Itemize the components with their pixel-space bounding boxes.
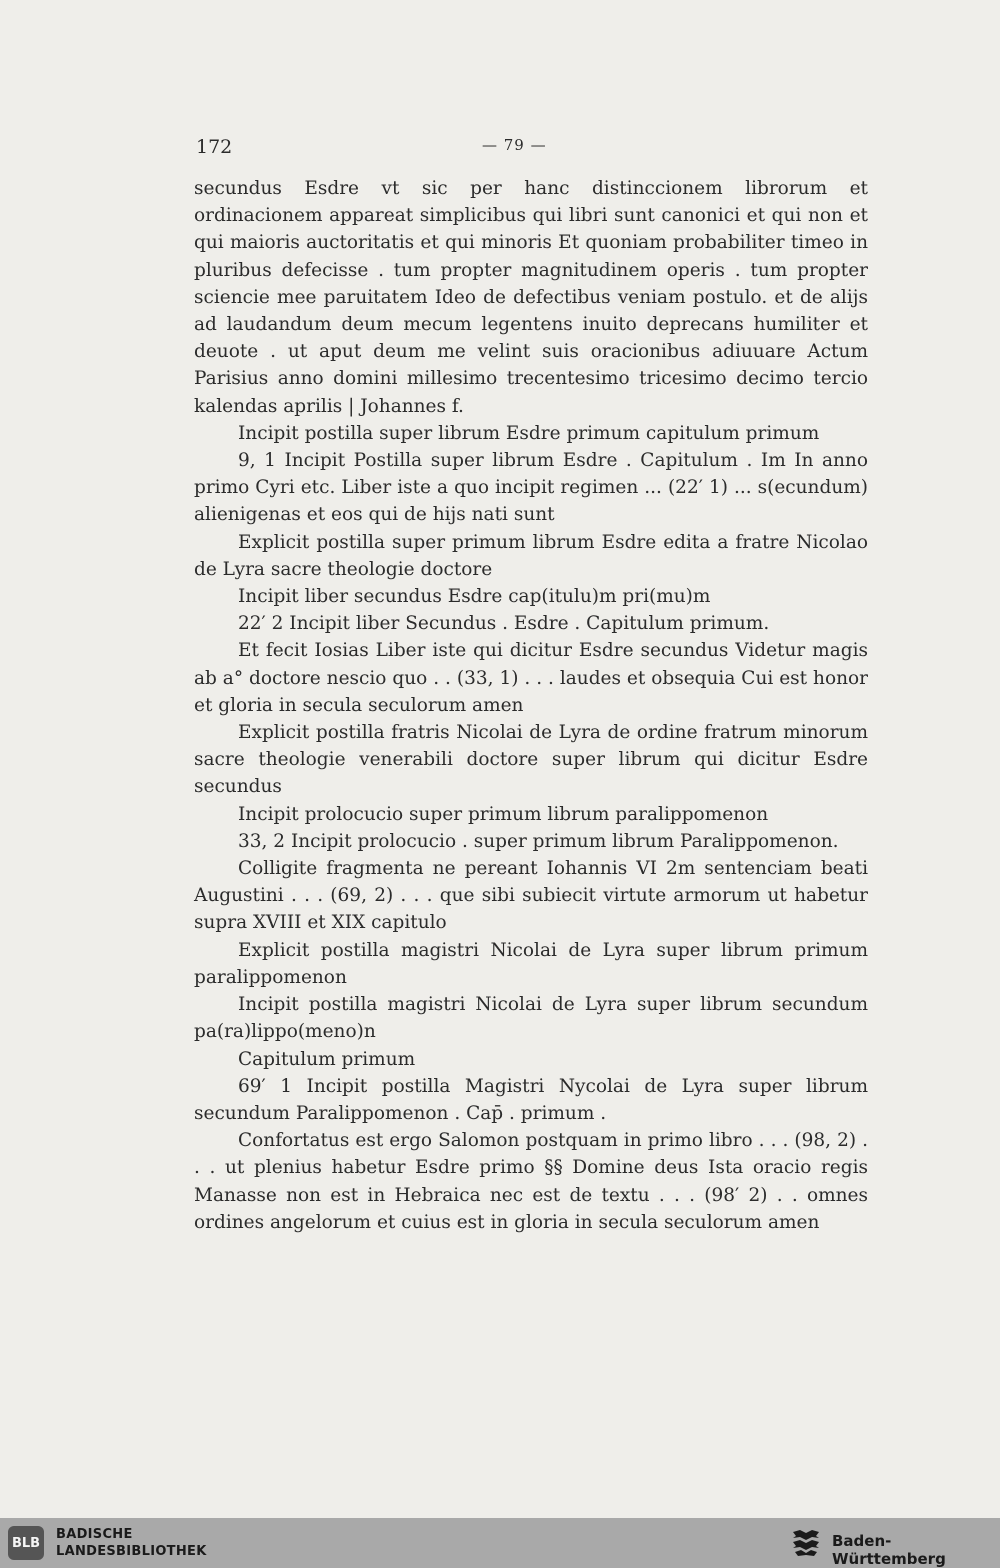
paragraph: Explicit postilla super primum librum Esdre edita a fratre Nicolao de Lyra sacre theologie doctore (194, 531, 868, 580)
paragraph: Incipit postilla magistri Nicolai de Lyra super librum secundum pa(ra)lippo(meno)n (194, 994, 868, 1043)
body-text (194, 175, 868, 1236)
library-name[interactable] (56, 1526, 207, 1560)
paragraph: 22′ 2 Incipit liber Secundus . Esdre . Capitulum primum. (238, 613, 770, 635)
paragraph: Et fecit Iosias Liber iste qui dicitur Esdre secundus Videtur magis ab a° doctore nescio quo . . (33, 1) . . . laudes et obsequia Cui est honor et gloria in secula seculorum amen (194, 640, 868, 716)
paragraph: 9, 1 Incipit Postilla super librum Esdre . Capitulum . Im In anno primo Cyri etc. Liber iste a quo incipit regimen ... (22′ 1) ... s(ecundum) alienigenas et eos qui de hijs nati sunt (194, 450, 868, 526)
paragraph: Incipit prolocucio super primum librum paralippomenon (238, 803, 769, 825)
paragraph: Incipit liber secundus Esdre cap(itulu)m pri(mu)m (238, 586, 711, 608)
paragraph: Colligite fragmenta ne pereant Iohannis VI 2m sentenciam beati Augustini . . . (69, 2) . . . que sibi subiecit virtute armorum ut habetur supra XVIII et XIX capitulo (194, 858, 868, 934)
paragraph: secundus Esdre vt sic per hanc distinccionem librorum et ordinacionem appareat simplicibus qui libri sunt canonici et qui non et qui maioris auctoritatis et qui minoris Et quoniam probabiliter timeo in pluribus defecisse . tum propter magnitudinem operis . tum propter sciencie mee paruitatem Ideo de defectibus veniam postulo. et de alijs ad laudandum deum mecum legentens inuito deprecans humiliter et deuote . ut aput deum me velint suis oracionibus adiuuare Actum Parisius anno domini millesimo trecentesimo tricesimo decimo tercio kalendas aprilis | Johannes f. (194, 178, 868, 417)
paragraph: 33, 2 Incipit prolocucio . super primum librum Paralippomenon. (238, 830, 839, 852)
coat-of-arms-icon (790, 1528, 822, 1558)
paragraph: Confortatus est ergo Salomon postquam in primo libro . . . (98, 2) . . . ut plenius habetur Esdre primo §§ Domine deus Ista oracio regis Manasse non est in Hebraica nec est de textu . . . (98′ 2) . . omnes ordines angelorum et cuius est in gloria in secula seculorum amen (194, 1130, 868, 1233)
paragraph: 69′ 1 Incipit postilla Magistri Nycolai de Lyra super librum secundum Paralippomenon . Cap̄ . primum . (194, 1075, 868, 1124)
page-number: 172 (196, 136, 233, 158)
library-name-line1: BADISCHE (56, 1527, 133, 1542)
paragraph: Incipit postilla super librum Esdre primum capitulum primum (238, 422, 820, 444)
running-page-number: — 79 — (482, 136, 547, 154)
paragraph: Capitulum primum (238, 1048, 416, 1070)
library-name-line2: LANDESBIBLIOTHEK (56, 1544, 207, 1559)
blb-logo-text: BLB (11, 1535, 41, 1551)
footer-bar (0, 1518, 1000, 1568)
paragraph: Explicit postilla magistri Nicolai de Lyra super librum primum paralippomenon (194, 939, 868, 988)
page-header (196, 136, 868, 162)
state-label[interactable]: Baden-Württemberg (832, 1532, 946, 1568)
paragraph: Explicit postilla fratris Nicolai de Lyra de ordine fratrum minorum sacre theologie venerabili doctore super librum qui dicitur Esdre secundus (194, 722, 868, 798)
blb-logo[interactable] (8, 1526, 44, 1560)
